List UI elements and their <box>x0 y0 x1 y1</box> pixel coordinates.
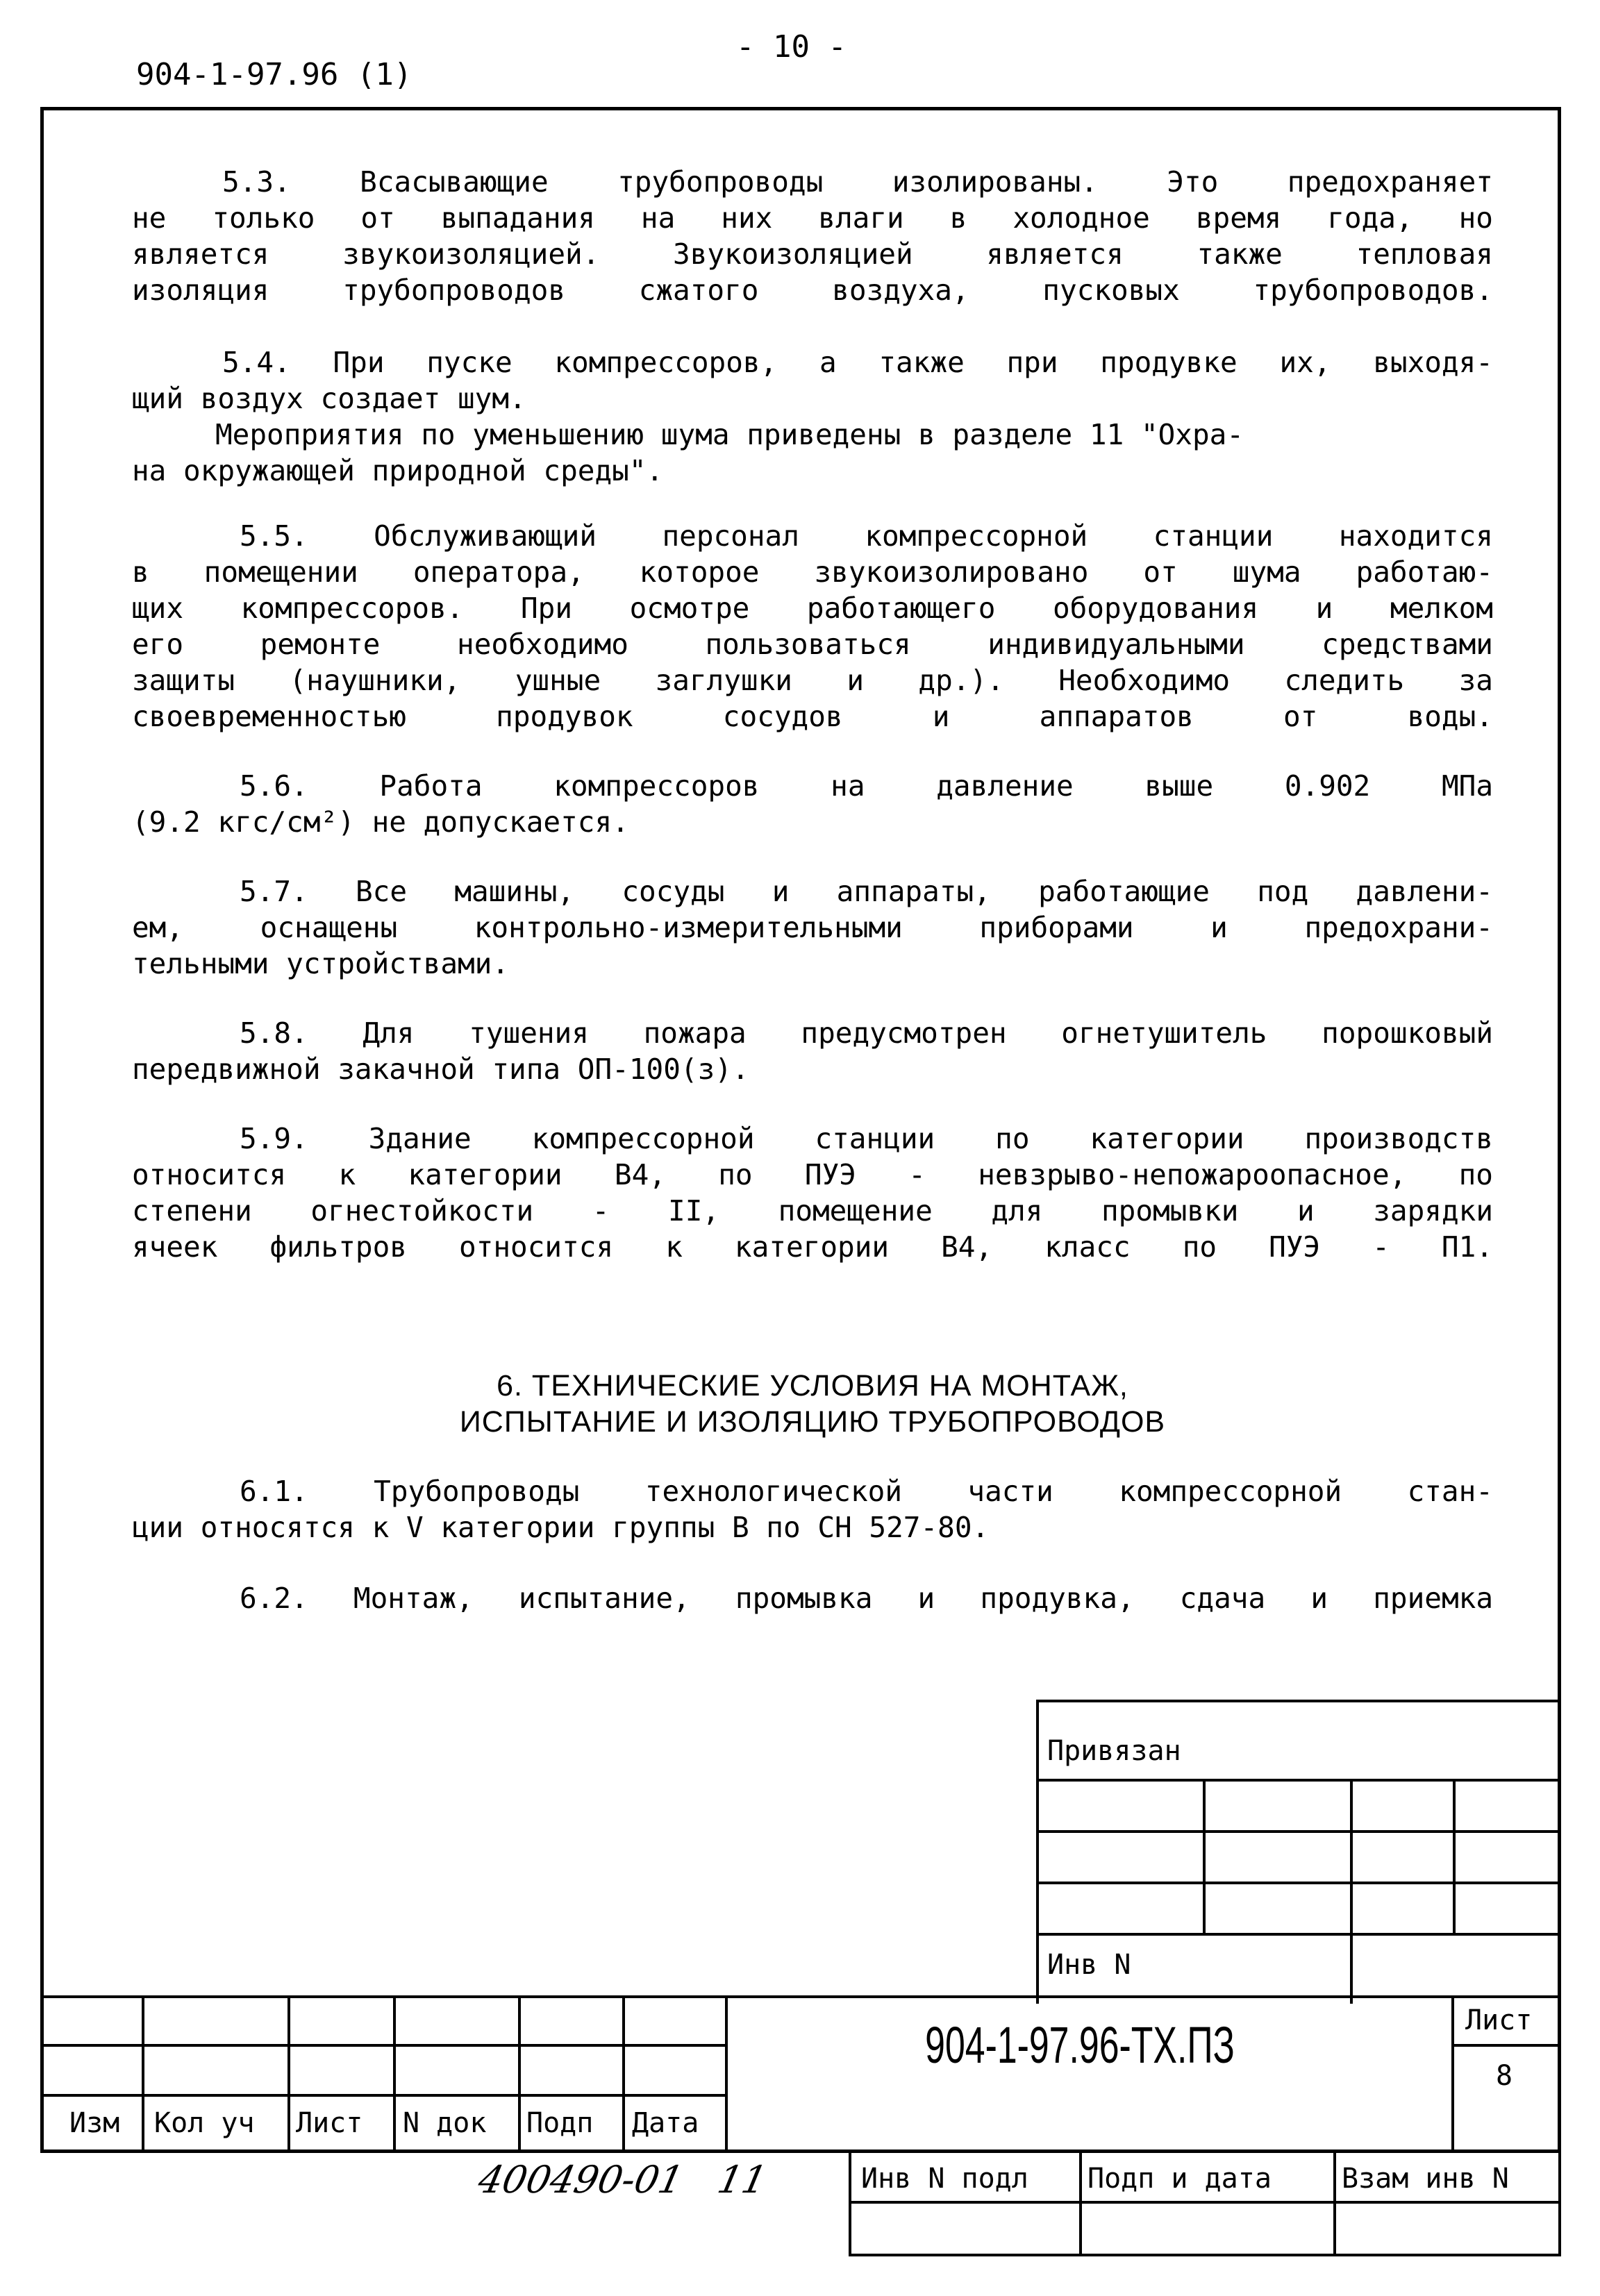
stamp-column-izm: Изм <box>69 2107 120 2139</box>
stamp-sheet-number: 8 <box>1496 2060 1513 2092</box>
stamp-line <box>849 2254 1561 2256</box>
stamp-line <box>1203 1779 1206 1933</box>
stamp-column-kol-uch: Кол уч <box>154 2107 255 2139</box>
stamp-line <box>622 1995 625 2152</box>
stamp-line <box>1036 1700 1039 2004</box>
stamp-podp-i-data: Подп и дата <box>1088 2163 1272 2195</box>
text-line: тельными устройствами. <box>132 947 510 980</box>
stamp-vzam-inv-n: Взам инв N <box>1342 2163 1509 2195</box>
text-line: щих компрессоров. При осмотре работающего оборудования и мелком <box>132 592 1493 625</box>
text-line: 5.6. Работа компрессоров на давление выше 0.902 МПа <box>240 769 1493 803</box>
stamp-line <box>1036 1779 1560 1782</box>
stamp-column-n-dok: N док <box>403 2107 487 2139</box>
text-line: (9.2 кгс/см²) не допускается. <box>132 805 629 839</box>
text-line: изоляция трубопроводов сжатого воздуха, пусковых трубопроводов. <box>132 274 1493 307</box>
stamp-inv-n-label: Инв N <box>1047 1949 1131 1981</box>
text-line: ции относятся к V категории группы В по СН 527-80. <box>132 1511 990 1544</box>
page-number: - 10 - <box>736 29 847 65</box>
handwritten-inventory-number: 400490-01 11 <box>474 2158 772 2202</box>
stamp-line <box>1558 2152 1561 2256</box>
stamp-column-list: Лист <box>296 2107 363 2139</box>
text-line: Мероприятия по уменьшению шума приведены в разделе 11 "Охра- <box>215 418 1244 451</box>
text-line: степени огнестойкости - II, помещение для промывки и зарядки <box>132 1194 1493 1227</box>
stamp-line <box>849 2152 851 2256</box>
text-line: 5.7. Все машины, сосуды и аппараты, работающие под давлени- <box>240 875 1493 908</box>
text-line: 5.9. Здание компрессорной станции по категории производств <box>240 1122 1493 1155</box>
text-line: передвижной закачной типа ОП-100(з). <box>132 1053 749 1086</box>
text-line: щий воздух создает шум. <box>132 382 526 415</box>
text-line: 6.2. Монтаж, испытание, промывка и продувка, сдача и приемка <box>240 1582 1493 1615</box>
stamp-line <box>1036 1830 1560 1833</box>
stamp-line <box>1350 1779 1353 2004</box>
stamp-sheet-label: Лист <box>1465 2004 1533 2036</box>
text-line: своевременностью продувок сосудов и аппаратов от воды. <box>132 700 1493 733</box>
stamp-line <box>1451 1995 1454 2152</box>
text-line: его ремонте необходимо пользоваться индивидуальными средствами <box>132 628 1493 661</box>
text-line: 5.3. Всасывающие трубопроводы изолированы. Это предохраняет <box>222 165 1493 199</box>
stamp-line <box>725 1995 728 2152</box>
stamp-column-podp: Подп <box>526 2107 594 2139</box>
section-heading-line: 6. ТЕХНИЧЕСКИЕ УСЛОВИЯ НА МОНТАЖ, <box>497 1369 1128 1402</box>
text-line: 6.1. Трубопроводы технологической части компрессорной стан- <box>240 1475 1493 1508</box>
stamp-line <box>393 1995 396 2152</box>
text-line: защиты (наушники, ушные заглушки и др.). Необходимо следить за <box>132 664 1493 697</box>
text-line: 5.8. Для тушения пожара предусмотрен огнетушитель порошковый <box>240 1016 1493 1050</box>
stamp-line <box>1036 1700 1560 1702</box>
text-line: не только от выпадания на них влаги в холодное время года, но <box>132 201 1493 235</box>
stamp-line <box>1451 2044 1561 2047</box>
stamp-column-data: Дата <box>632 2107 699 2139</box>
text-line: является звукоизоляцией. Звукоизоляцией является также тепловая <box>132 237 1493 271</box>
stamp-privyazan-label: Привязан <box>1047 1735 1181 1767</box>
text-line: на окружающей природной среды". <box>132 454 664 487</box>
stamp-line <box>1036 1933 1560 1936</box>
section-heading-line: ИСПЫТАНИЕ И ИЗОЛЯЦИЮ ТРУБОПРОВОДОВ <box>459 1405 1166 1439</box>
stamp-line <box>518 1995 521 2152</box>
stamp-document-code: 904-1-97.96-ТХ.ПЗ <box>925 2016 1235 2074</box>
stamp-line <box>1453 1779 1456 1933</box>
stamp-line <box>1333 2152 1336 2256</box>
stamp-line <box>40 1995 1561 1998</box>
stamp-line <box>142 1995 144 2152</box>
stamp-line <box>1036 1882 1560 1884</box>
text-line: ячеек фильтров относится к категории В4, класс по ПУЭ - П1. <box>132 1230 1493 1264</box>
text-line: 5.5. Обслуживающий персонал компрессорной станции находится <box>240 519 1493 553</box>
text-line: 5.4. При пуске компрессоров, а также при продувке их, выходя- <box>222 346 1493 379</box>
stamp-line <box>849 2201 1561 2204</box>
stamp-inv-n-podl: Инв N подл <box>861 2163 1028 2195</box>
stamp-line <box>288 1995 290 2152</box>
stamp-line <box>1079 2152 1082 2256</box>
document-code-header: 904-1-97.96 (1) <box>136 57 412 92</box>
text-line: в помещении оператора, которое звукоизолировано от шума работаю- <box>132 555 1493 589</box>
text-line: ем, оснащены контрольно-измерительными приборами и предохрани- <box>132 911 1493 944</box>
text-line: относится к категории В4, по ПУЭ - невзрыво-непожароопасное, по <box>132 1158 1493 1191</box>
